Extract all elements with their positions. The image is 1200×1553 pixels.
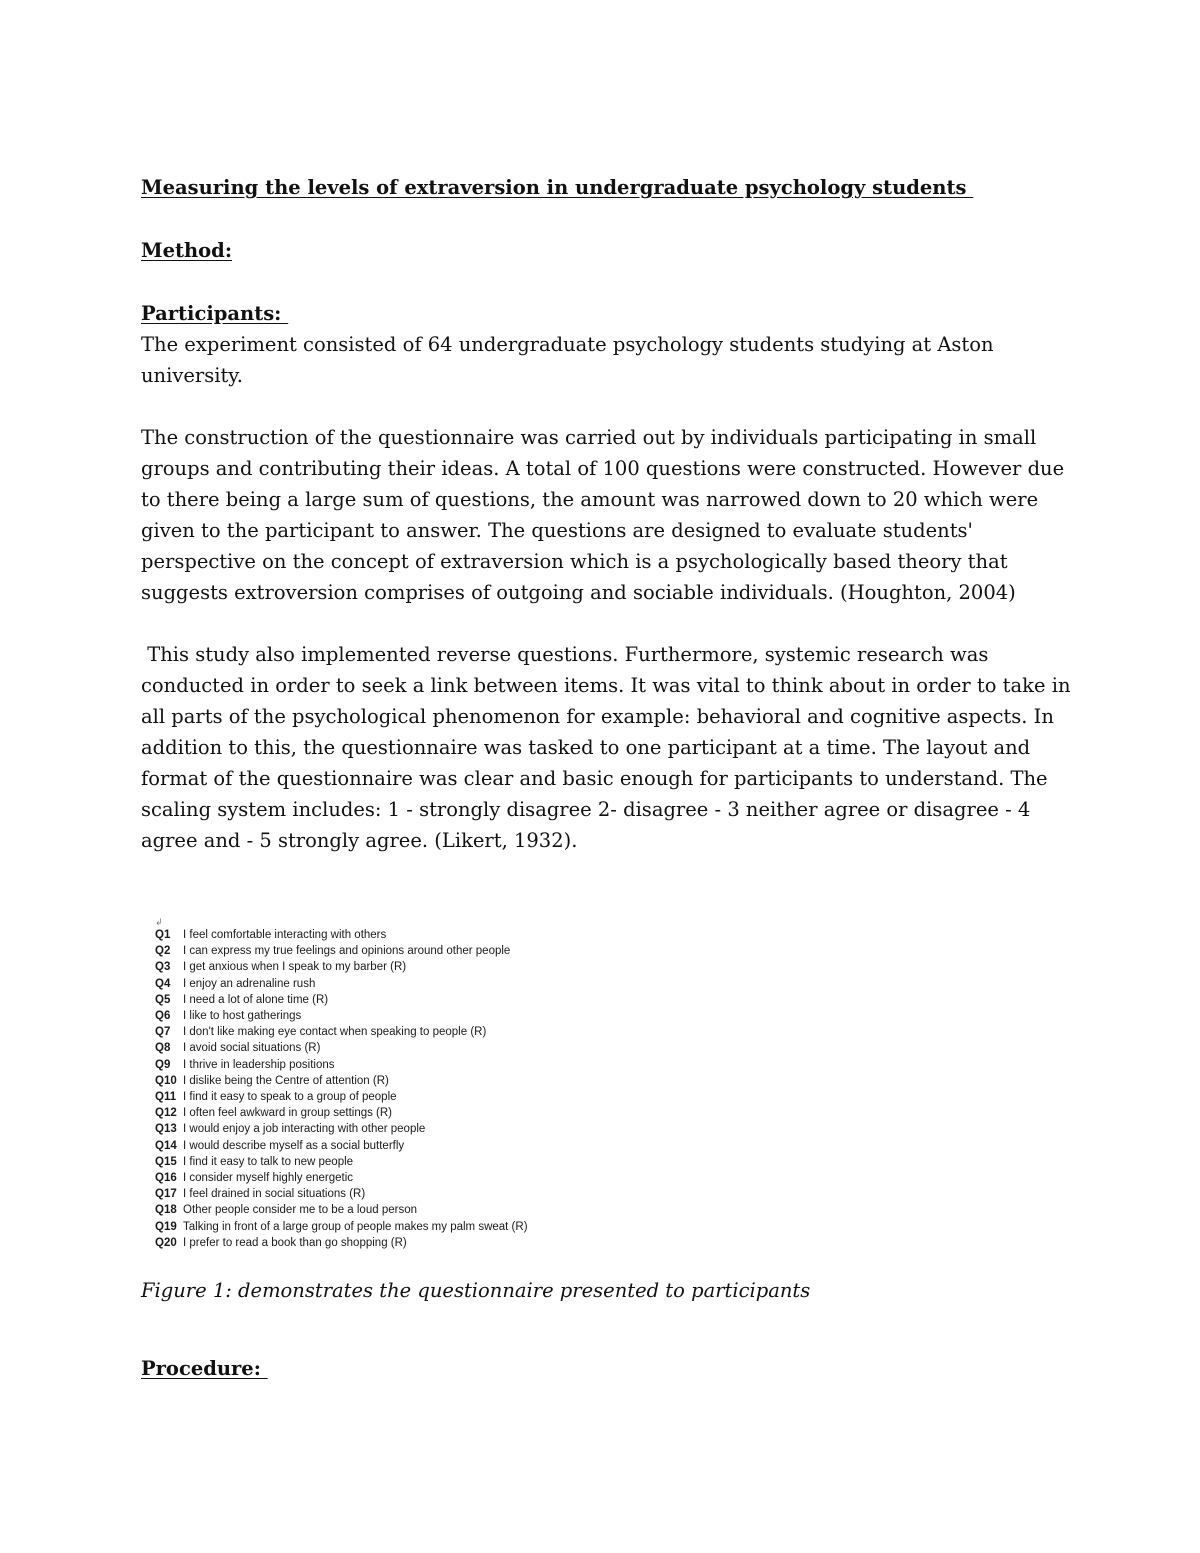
question-row [155, 1235, 1071, 1251]
question-row [155, 1040, 1071, 1056]
question-text: I often feel awkward in group settings (R) [183, 1107, 393, 1120]
question-number: Q7 [155, 1026, 171, 1039]
question-number: Q20 [155, 1236, 177, 1249]
question-row [155, 976, 1071, 992]
question-row [155, 1121, 1071, 1137]
method-heading: Method: [141, 239, 233, 262]
question-number: Q3 [155, 961, 171, 974]
question-number: Q5 [155, 993, 171, 1006]
figure-caption: Figure 1: demonstrates the questionnaire presented to participants [141, 1279, 811, 1303]
question-number: Q15 [155, 1155, 177, 1168]
question-text: I find it easy to talk to new people [183, 1155, 354, 1168]
question-text: Other people consider me to be a loud person [183, 1204, 417, 1217]
question-text: I can express my true feelings and opinions around other people [183, 945, 511, 958]
question-text: I don't like making eye contact when speaking to people (R) [183, 1026, 487, 1039]
question-number: Q10 [155, 1074, 177, 1087]
question-row [155, 1202, 1071, 1218]
question-list [155, 927, 1071, 1251]
questionnaire-figure [155, 918, 1071, 1251]
question-row [155, 1057, 1071, 1073]
question-number: Q11 [155, 1091, 177, 1104]
question-row [155, 1105, 1071, 1121]
question-row [155, 1170, 1071, 1186]
question-text: I get anxious when I speak to my barber (R) [183, 961, 407, 974]
question-text: I consider myself highly energetic [183, 1172, 354, 1185]
question-text: I avoid social situations (R) [183, 1042, 321, 1055]
question-text: I need a lot of alone time (R) [183, 993, 329, 1006]
question-row [155, 1073, 1071, 1089]
question-number: Q9 [155, 1058, 171, 1071]
reverse-questions-paragraph: This study also implemented reverse questions. Furthermore, systemic research was conducted in order to seek a link between items. It was vital to think about in order to take in all parts of the psychological phenomenon for example: behavioral and cognitive aspects. In addition to this, the questionnaire was tasked to one participant at a time. The layout and format of the questionnaire was clear and basic enough for participants to understand. The scaling system includes: 1 - strongly disagree 2- disagree - 3 neither agree or disagree - 4 agree and - 5 strongly agree. (Likert, 1932). [141, 643, 1077, 852]
paragraph-mark-icon: ↲ [155, 917, 163, 927]
question-row [155, 927, 1071, 943]
question-text: I feel drained in social situations (R) [183, 1188, 366, 1201]
question-text: I would describe myself as a social butterfly [183, 1139, 405, 1152]
participants-heading: Participants: [141, 302, 289, 325]
question-row [155, 1219, 1071, 1235]
question-number: Q12 [155, 1107, 177, 1120]
question-number: Q18 [155, 1204, 177, 1217]
question-text: Talking in front of a large group of people makes my palm sweat (R) [183, 1220, 528, 1233]
question-text: I prefer to read a book than go shopping (R) [183, 1236, 407, 1249]
question-number: Q14 [155, 1139, 177, 1152]
question-text: I find it easy to speak to a group of people [183, 1091, 397, 1104]
question-number: Q17 [155, 1188, 177, 1201]
question-number: Q4 [155, 977, 171, 990]
question-number: Q8 [155, 1042, 171, 1055]
document-page [141, 172, 1077, 1384]
question-row [155, 1186, 1071, 1202]
question-text: I dislike being the Centre of attention (R) [183, 1074, 389, 1087]
participants-paragraph: The experiment consisted of 64 undergraduate psychology students studying at Aston university. [141, 333, 994, 387]
question-row [155, 1024, 1071, 1040]
question-text: I like to host gatherings [183, 1010, 302, 1023]
question-text: I enjoy an adrenaline rush [183, 977, 316, 990]
question-row [155, 1154, 1071, 1170]
question-row [155, 1089, 1071, 1105]
question-number: Q6 [155, 1010, 171, 1023]
question-text: I feel comfortable interacting with others [183, 929, 387, 941]
question-number: Q1 [155, 929, 171, 941]
question-row [155, 992, 1071, 1008]
construction-paragraph: The construction of the questionnaire was carried out by individuals participating in small groups and contributing their ideas. A total of 100 questions were constructed. However due to there being a large sum of questions, the amount was narrowed down to 20 which were given to the participant to answer. The questions are designed to evaluate students' perspective on the concept of extraversion which is a psychologically based theory that suggests extroversion comprises of outgoing and sociable individuals. (Houghton, 2004) [141, 426, 1065, 604]
question-row [155, 959, 1071, 975]
question-number: Q16 [155, 1172, 177, 1185]
question-text: I thrive in leadership positions [183, 1058, 335, 1071]
question-number: Q19 [155, 1220, 177, 1233]
question-number: Q13 [155, 1123, 177, 1136]
question-row [155, 1008, 1071, 1024]
document-title: Measuring the levels of extraversion in undergraduate psychology students [141, 176, 974, 199]
question-text: I would enjoy a job interacting with other people [183, 1123, 426, 1136]
procedure-heading: Procedure: [141, 1357, 268, 1381]
question-row [155, 943, 1071, 959]
question-number: Q2 [155, 945, 171, 958]
question-row [155, 1138, 1071, 1154]
